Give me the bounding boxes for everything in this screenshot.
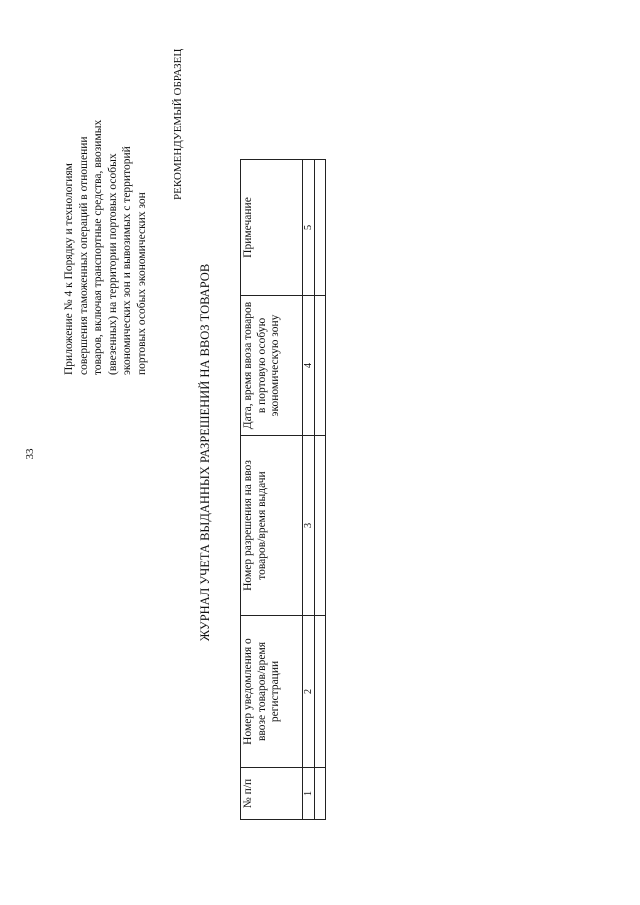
header-cell-number: № п/п [241, 768, 303, 820]
appendix-line: портовых особых экономических зон [135, 192, 148, 375]
table-cell [315, 768, 326, 820]
appendix-note [62, 45, 149, 375]
journal-title: ЖУРНАЛ УЧЕТА ВЫДАННЫХ РАЗРЕШЕНИЙ НА ВВОЗ ТОВАРОВ [198, 263, 212, 642]
table-header-row [241, 160, 303, 820]
table-row [315, 160, 326, 820]
appendix-line: экономических зон и вывозимых с территорий [121, 146, 133, 375]
table-cell [315, 296, 326, 436]
header-cell-import-date: Дата, время ввоза товаров в портовую особую экономическую зону [241, 296, 303, 436]
page-number: 33 [24, 448, 36, 460]
table-cell [315, 436, 326, 616]
column-number: 5 [303, 160, 315, 296]
appendix-line: товаров, включая транспортные средства, ввозимых [92, 119, 104, 375]
table-cell [315, 160, 326, 296]
appendix-line: Приложение № 4 к Порядку и технологиям [63, 163, 75, 375]
header-cell-permit: Номер разрешения на ввоз товаров/время выдачи [241, 436, 303, 616]
column-number-row [303, 160, 315, 820]
table-cell [315, 616, 326, 768]
column-number: 3 [303, 436, 315, 616]
sample-label: РЕКОМЕНДУЕМЫЙ ОБРАЗЕЦ [172, 48, 184, 200]
appendix-line: (ввезенных) на территории портовых особых [106, 153, 119, 375]
column-number: 4 [303, 296, 315, 436]
header-cell-note: Примечание [241, 160, 303, 296]
column-number: 1 [303, 768, 315, 820]
appendix-line: совершения таможенных операций в отношении [77, 136, 90, 375]
header-cell-notification: Номер уведомления о ввозе товаров/время регистрации [241, 616, 303, 768]
journal-table [240, 159, 326, 820]
column-number: 2 [303, 616, 315, 768]
